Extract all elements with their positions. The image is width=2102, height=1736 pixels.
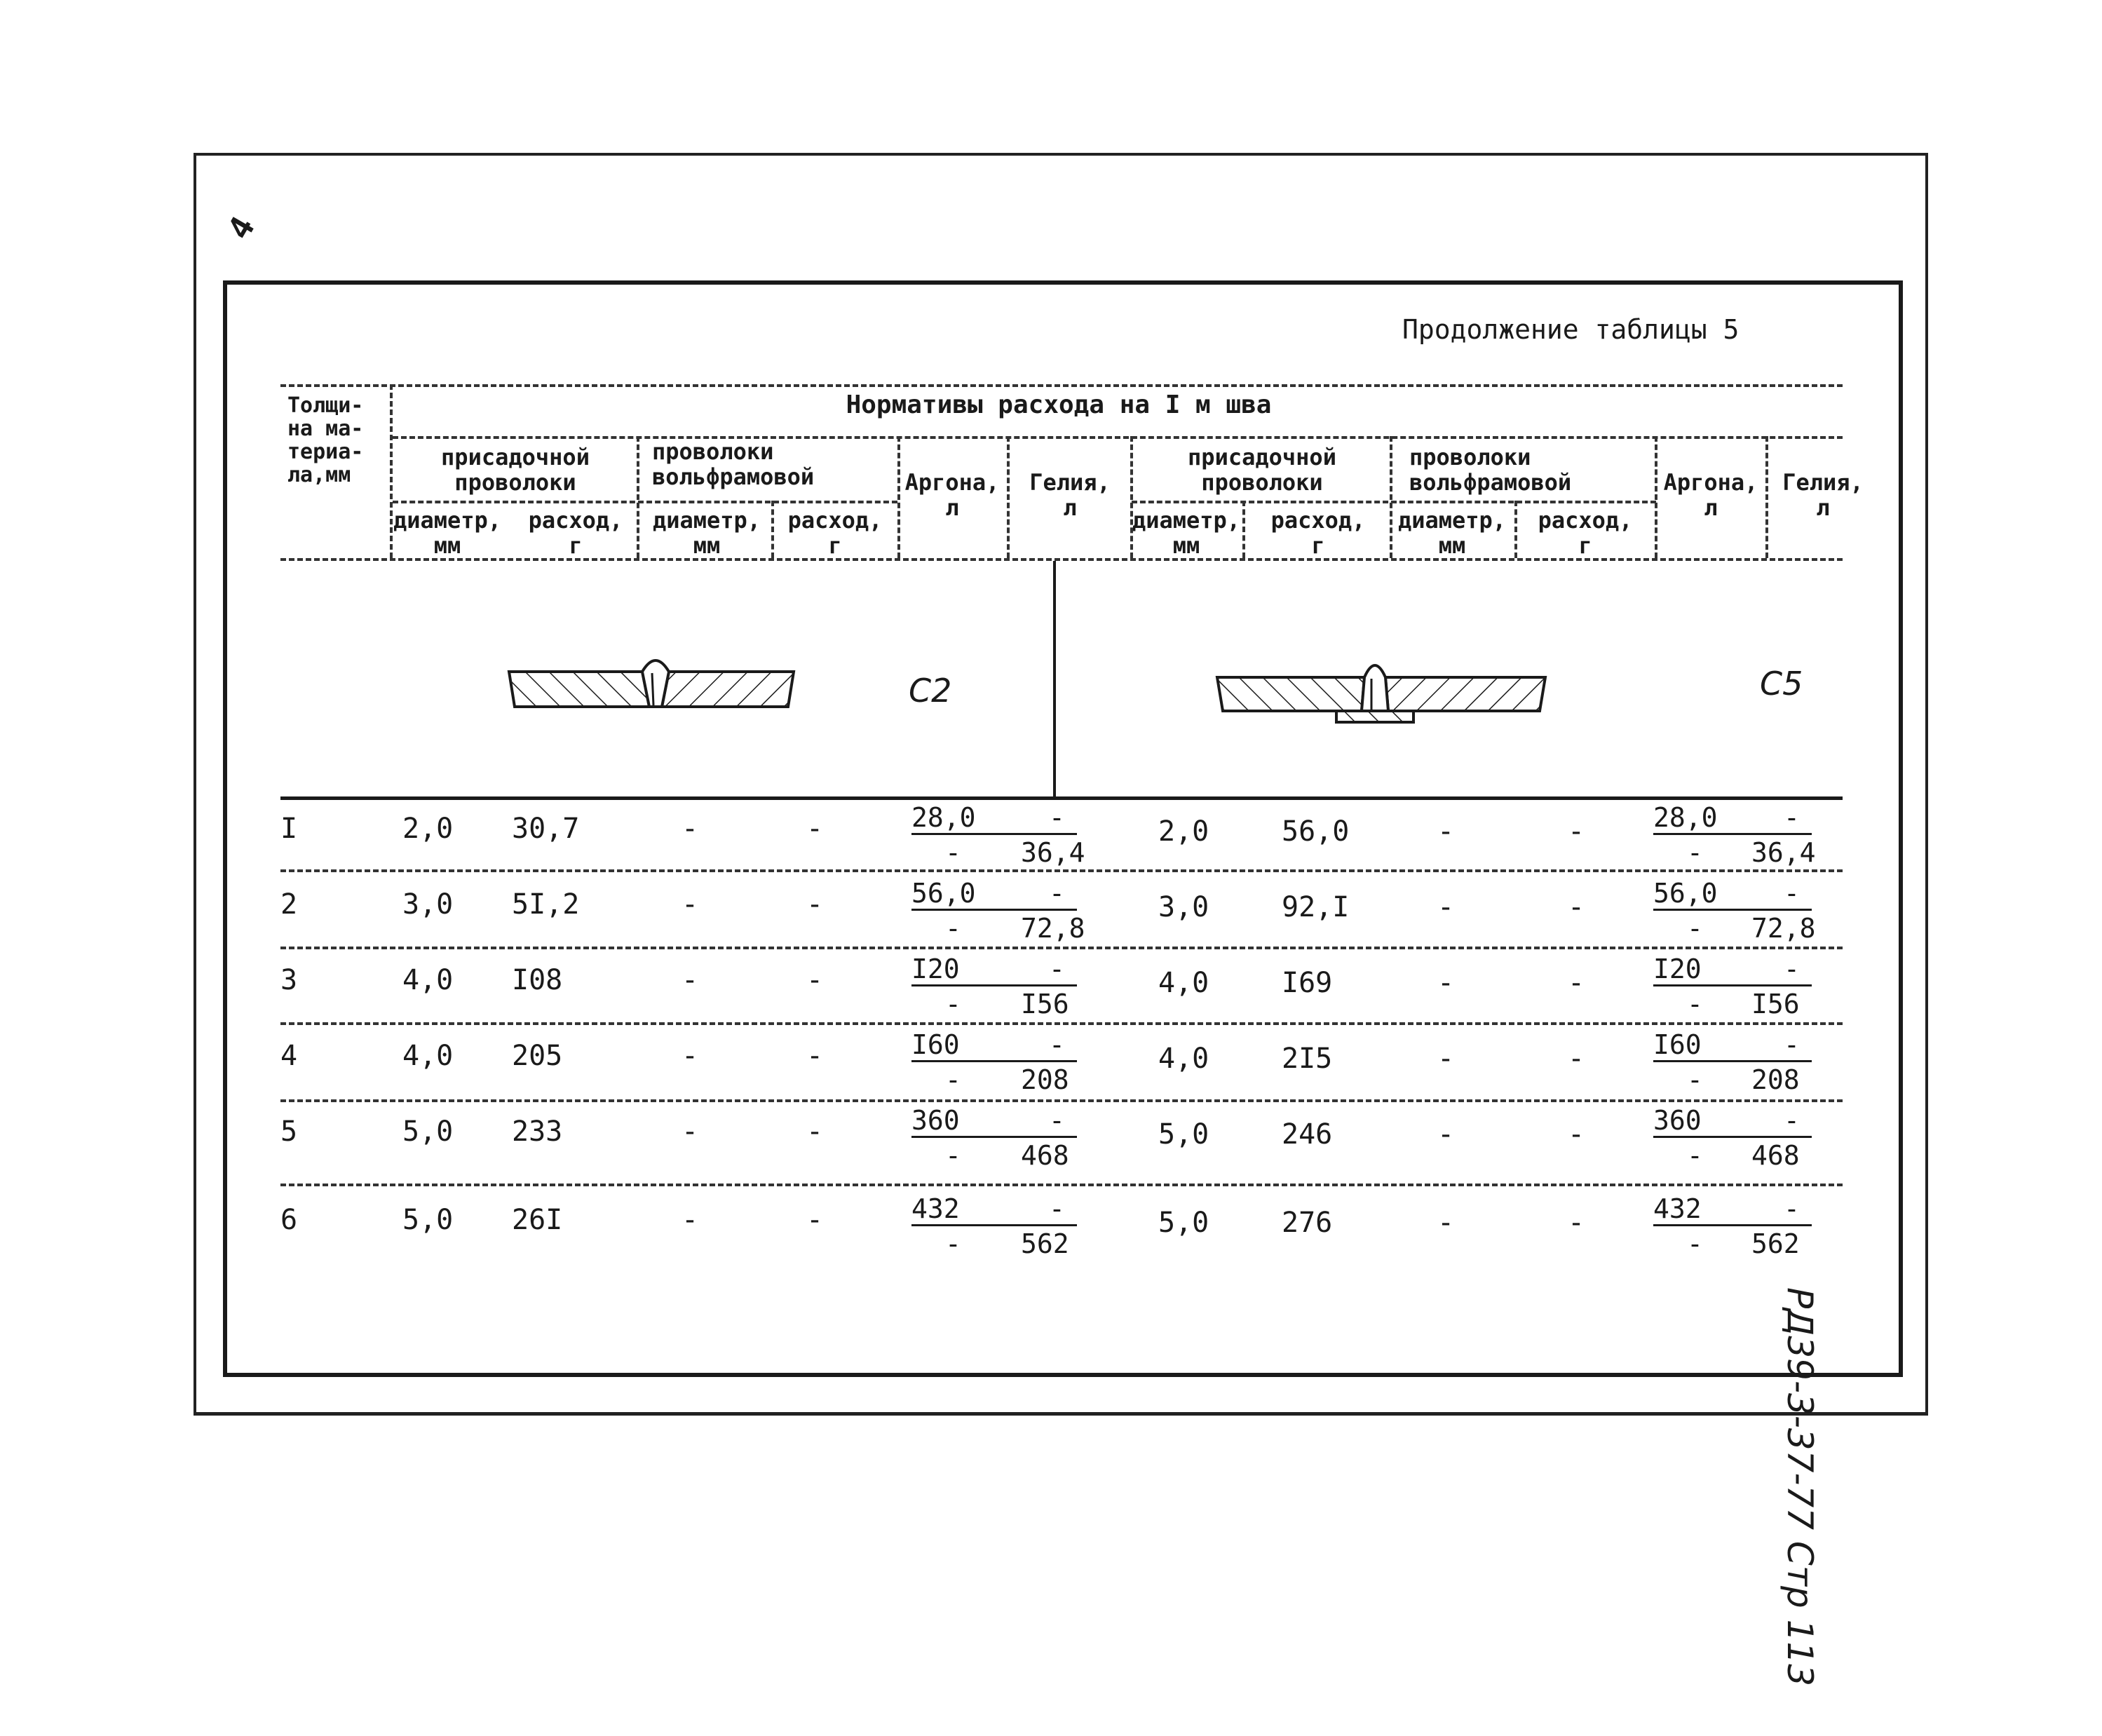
argon-value: 28,0: [911, 802, 976, 833]
helium-value: -: [1784, 954, 1800, 984]
header-tungsten-wire: проволоки вольфрамовой: [1409, 444, 1572, 496]
joint-label-c5: С5: [1760, 665, 1803, 703]
helium-value: -: [1049, 878, 1065, 909]
helium-value: 208: [1751, 1064, 1800, 1095]
fraction-line: [911, 833, 1077, 835]
fraction-line: [911, 909, 1077, 911]
header-bottom-rule: [280, 558, 1843, 561]
filler-diameter-cell: 4,0: [402, 964, 454, 996]
helium-value: I56: [1751, 989, 1800, 1019]
helium-value: 72,8: [1751, 913, 1816, 944]
header-argon: Аргона, л: [904, 469, 1000, 521]
filler-consumption-cell: 276: [1282, 1207, 1333, 1239]
helium-value: 36,4: [1751, 837, 1816, 868]
row-separator: [280, 1184, 1843, 1186]
header-diameter: диаметр, мм: [393, 507, 502, 559]
filler-diameter-cell: 5,0: [1158, 1118, 1209, 1151]
row-separator: [280, 869, 1843, 872]
argon-value: -: [1687, 913, 1703, 944]
tungsten-consumption-cell: -: [806, 964, 824, 996]
tungsten-consumption-cell: -: [1568, 815, 1585, 848]
argon-value: -: [945, 989, 961, 1019]
tungsten-consumption-cell: -: [1568, 967, 1585, 999]
filler-consumption-cell: I08: [512, 964, 563, 996]
tungsten-diameter-cell: -: [1437, 815, 1455, 848]
header-divider: [1242, 501, 1245, 558]
filler-diameter-cell: 3,0: [1158, 891, 1209, 923]
argon-value: -: [945, 837, 961, 868]
header-divider: [1514, 501, 1517, 558]
fraction-line: [911, 984, 1077, 986]
argon-value: 432: [1653, 1193, 1702, 1224]
header-thickness: Толщи- на ма- териа- ла,мм: [287, 393, 364, 487]
argon-value: -: [945, 1064, 961, 1095]
filler-diameter-cell: 5,0: [402, 1204, 454, 1236]
fraction-line: [911, 1136, 1077, 1138]
tungsten-diameter-cell: -: [682, 1115, 699, 1148]
row-separator: [280, 947, 1843, 949]
header-norms-rule: [393, 436, 1843, 439]
helium-value: -: [1784, 1105, 1800, 1136]
filler-diameter-cell: 2,0: [402, 813, 454, 845]
header-diameter: диаметр, мм: [1132, 507, 1241, 559]
fraction-line: [1653, 833, 1812, 835]
filler-consumption-cell: I69: [1282, 967, 1333, 999]
corner-mark: 4: [219, 210, 263, 246]
filler-diameter-cell: 5,0: [402, 1115, 454, 1148]
helium-value: -: [1784, 1029, 1800, 1060]
helium-value: -: [1049, 1105, 1065, 1136]
header-consumption: расход, г: [528, 507, 623, 559]
helium-value: 562: [1021, 1228, 1069, 1259]
filler-consumption-cell: 92,I: [1282, 891, 1350, 923]
argon-value: -: [1687, 1228, 1703, 1259]
tungsten-consumption-cell: -: [806, 888, 824, 921]
diagram-divider: [1053, 561, 1056, 798]
fraction-line: [1653, 1060, 1812, 1062]
weld-joint-c5-diagram: [1213, 652, 1550, 729]
tungsten-diameter-cell: -: [682, 1204, 699, 1236]
filler-consumption-cell: 205: [512, 1040, 563, 1072]
fraction-line: [1653, 984, 1812, 986]
helium-value: -: [1049, 954, 1065, 984]
argon-value: 432: [911, 1193, 960, 1224]
helium-value: 208: [1021, 1064, 1069, 1095]
fraction-line: [911, 1060, 1077, 1062]
argon-value: -: [1687, 1140, 1703, 1171]
data-top-rule: [280, 796, 1843, 800]
header-filler-wire: присадочной проволоки: [1188, 444, 1336, 496]
header-argon: Аргона, л: [1663, 469, 1758, 521]
filler-diameter-cell: 3,0: [402, 888, 454, 921]
row-thickness: I: [280, 813, 298, 845]
tungsten-diameter-cell: -: [1437, 891, 1455, 923]
header-divider: [637, 436, 639, 558]
argon-value: -: [945, 1140, 961, 1171]
header-norms: Нормативы расхода на I м шва: [846, 391, 1272, 419]
filler-consumption-cell: 5I,2: [512, 888, 580, 921]
header-consumption: расход, г: [1538, 507, 1633, 559]
joint-label-c2: С2: [909, 672, 952, 710]
tungsten-diameter-cell: -: [1437, 1043, 1455, 1075]
tungsten-consumption-cell: -: [1568, 1043, 1585, 1075]
tungsten-diameter-cell: -: [1437, 1118, 1455, 1151]
filler-consumption-cell: 26I: [512, 1204, 563, 1236]
header-filler-wire: присадочной проволоки: [441, 444, 590, 496]
filler-consumption-cell: 233: [512, 1115, 563, 1148]
filler-consumption-cell: 30,7: [512, 813, 580, 845]
header-helium: Гелия, л: [1782, 469, 1864, 521]
helium-value: 468: [1751, 1140, 1800, 1171]
argon-value: -: [945, 1228, 961, 1259]
filler-diameter-cell: 2,0: [1158, 815, 1209, 848]
helium-value: I56: [1021, 989, 1069, 1019]
argon-value: I20: [1653, 954, 1702, 984]
argon-value: -: [945, 913, 961, 944]
argon-value: 360: [911, 1105, 960, 1136]
document-code: РД39-3-37-77 Стр 113: [1779, 1287, 1820, 1687]
argon-value: -: [1687, 989, 1703, 1019]
tungsten-diameter-cell: -: [1437, 1207, 1455, 1239]
header-sub-rule-left: [393, 501, 897, 503]
tungsten-consumption-cell: -: [806, 813, 824, 845]
helium-value: -: [1784, 1193, 1800, 1224]
tungsten-consumption-cell: -: [1568, 1118, 1585, 1151]
header-diameter: диаметр, мм: [1397, 507, 1507, 559]
fraction-line: [1653, 1136, 1812, 1138]
helium-value: 36,4: [1021, 837, 1085, 868]
helium-value: -: [1784, 802, 1800, 833]
tungsten-consumption-cell: -: [806, 1040, 824, 1072]
row-thickness: 4: [280, 1040, 298, 1072]
filler-diameter-cell: 4,0: [402, 1040, 454, 1072]
fraction-line: [1653, 909, 1812, 911]
argon-value: 56,0: [1653, 878, 1718, 909]
tungsten-consumption-cell: -: [1568, 1207, 1585, 1239]
filler-diameter-cell: 5,0: [1158, 1207, 1209, 1239]
tungsten-diameter-cell: -: [682, 1040, 699, 1072]
helium-value: -: [1784, 878, 1800, 909]
header-consumption: расход, г: [1270, 507, 1366, 559]
argon-value: -: [1687, 1064, 1703, 1095]
header-consumption: расход, г: [787, 507, 883, 559]
helium-value: -: [1049, 802, 1065, 833]
helium-value: -: [1049, 1029, 1065, 1060]
argon-value: I20: [911, 954, 960, 984]
tungsten-diameter-cell: -: [682, 964, 699, 996]
filler-consumption-cell: 56,0: [1282, 815, 1350, 848]
tungsten-consumption-cell: -: [806, 1204, 824, 1236]
table-continuation-title: Продолжение таблицы 5: [1402, 314, 1740, 345]
filler-diameter-cell: 4,0: [1158, 1043, 1209, 1075]
row-thickness: 6: [280, 1204, 298, 1236]
header-helium: Гелия, л: [1029, 469, 1111, 521]
helium-value: 72,8: [1021, 913, 1085, 944]
filler-consumption-cell: 2I5: [1282, 1043, 1333, 1075]
tungsten-consumption-cell: -: [1568, 891, 1585, 923]
row-separator: [280, 1099, 1843, 1102]
fraction-line: [911, 1224, 1077, 1226]
argon-value: 56,0: [911, 878, 976, 909]
argon-value: 360: [1653, 1105, 1702, 1136]
header-diameter: диаметр, мм: [652, 507, 761, 559]
header-tungsten-wire: проволоки вольфрамовой: [652, 438, 815, 490]
argon-value: -: [1687, 837, 1703, 868]
argon-value: I60: [1653, 1029, 1702, 1060]
tungsten-consumption-cell: -: [806, 1115, 824, 1148]
argon-value: I60: [911, 1029, 960, 1060]
header-sub-rule-right: [1132, 501, 1656, 503]
row-thickness: 3: [280, 964, 298, 996]
weld-joint-c2-diagram: [505, 652, 799, 715]
helium-value: 468: [1021, 1140, 1069, 1171]
row-thickness: 2: [280, 888, 298, 921]
filler-consumption-cell: 246: [1282, 1118, 1333, 1151]
filler-diameter-cell: 4,0: [1158, 967, 1209, 999]
row-separator: [280, 1022, 1843, 1025]
row-thickness: 5: [280, 1115, 298, 1148]
header-top-rule: [280, 384, 1843, 387]
tungsten-diameter-cell: -: [682, 888, 699, 921]
fraction-line: [1653, 1224, 1812, 1226]
tungsten-diameter-cell: -: [682, 813, 699, 845]
helium-value: -: [1049, 1193, 1065, 1224]
helium-value: 562: [1751, 1228, 1800, 1259]
argon-value: 28,0: [1653, 802, 1718, 833]
tungsten-diameter-cell: -: [1437, 967, 1455, 999]
